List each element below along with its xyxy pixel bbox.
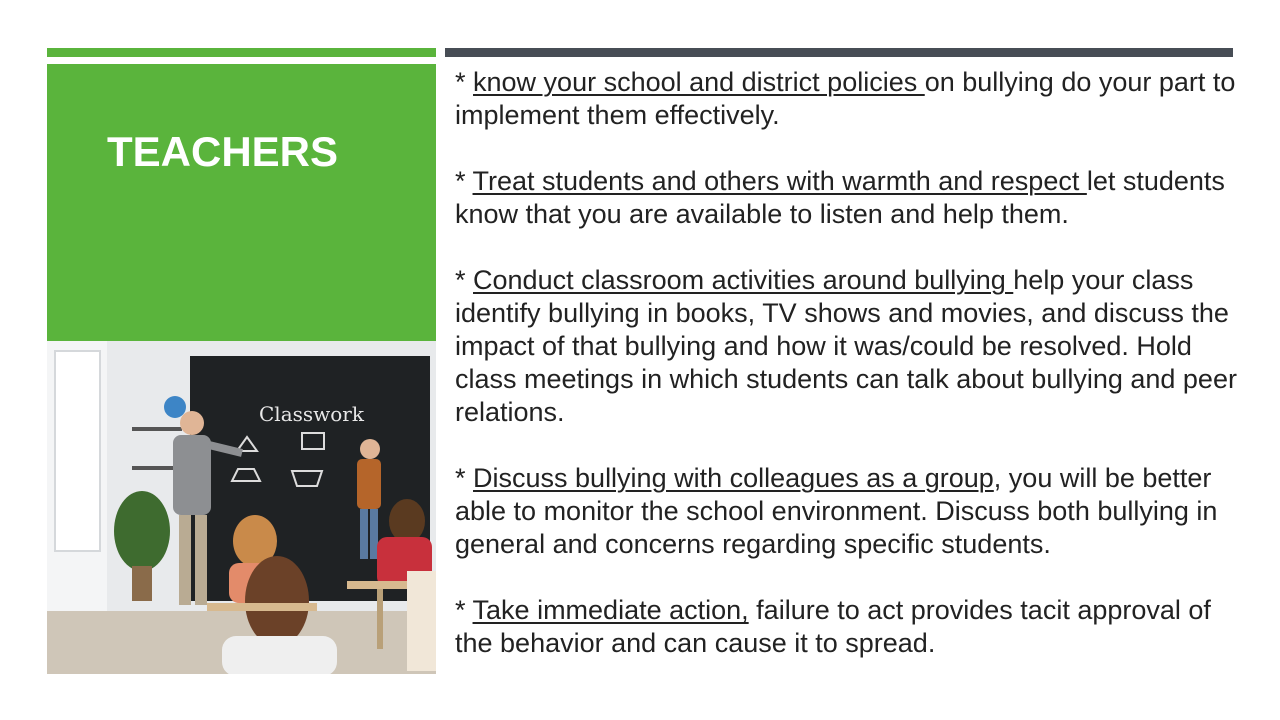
- bullet-heading: know your school and district policies: [473, 67, 925, 97]
- bullet-heading: Take immediate action,: [472, 595, 749, 625]
- board-text: Classwork: [259, 402, 364, 426]
- bullet-body: failure to act provides tacit approval of the behavior and can cause it to spread.: [455, 595, 1211, 658]
- bullet-know-policies: [455, 66, 1255, 132]
- bullet-marker: *: [455, 265, 474, 295]
- bullet-heading: Conduct classroom activities around bullying: [473, 265, 1014, 295]
- bullet-marker: *: [455, 463, 474, 493]
- classroom-illustration: [47, 341, 436, 674]
- bullet-body: help your class identify bullying in books, TV shows and movies, and discuss the impact of that bullying and how it was/could be resolved. Hold class meetings in which students can talk about bullying and peer relations.: [455, 265, 1237, 427]
- slide-title: TEACHERS: [107, 128, 339, 175]
- bullet-marker: *: [455, 67, 474, 97]
- bullet-marker: *: [455, 166, 473, 196]
- bullet-heading: Discuss bullying with colleagues as a group: [473, 463, 994, 493]
- bullet-discuss-colleagues: [455, 462, 1255, 561]
- accent-bar-green: [47, 48, 436, 57]
- accent-bar-dark: [445, 48, 1233, 57]
- bullet-body: on bullying do your part to implement them effectively.: [455, 67, 1236, 130]
- bullet-treat-students: [455, 165, 1255, 231]
- bullet-body: , you will be better able to monitor the school environment. Discuss both bullying in general and concerns regarding specific students.: [455, 463, 1218, 559]
- bullet-classroom-activities: [455, 264, 1255, 429]
- bullet-body: let students know that you are available to listen and help them.: [455, 166, 1225, 229]
- bullet-list: [455, 66, 1255, 693]
- bullet-take-action: [455, 594, 1255, 660]
- classroom-photo: [47, 341, 436, 674]
- bullet-marker: *: [455, 595, 473, 625]
- bullet-heading: Treat students and others with warmth and respect: [472, 166, 1087, 196]
- title-block: [47, 64, 436, 341]
